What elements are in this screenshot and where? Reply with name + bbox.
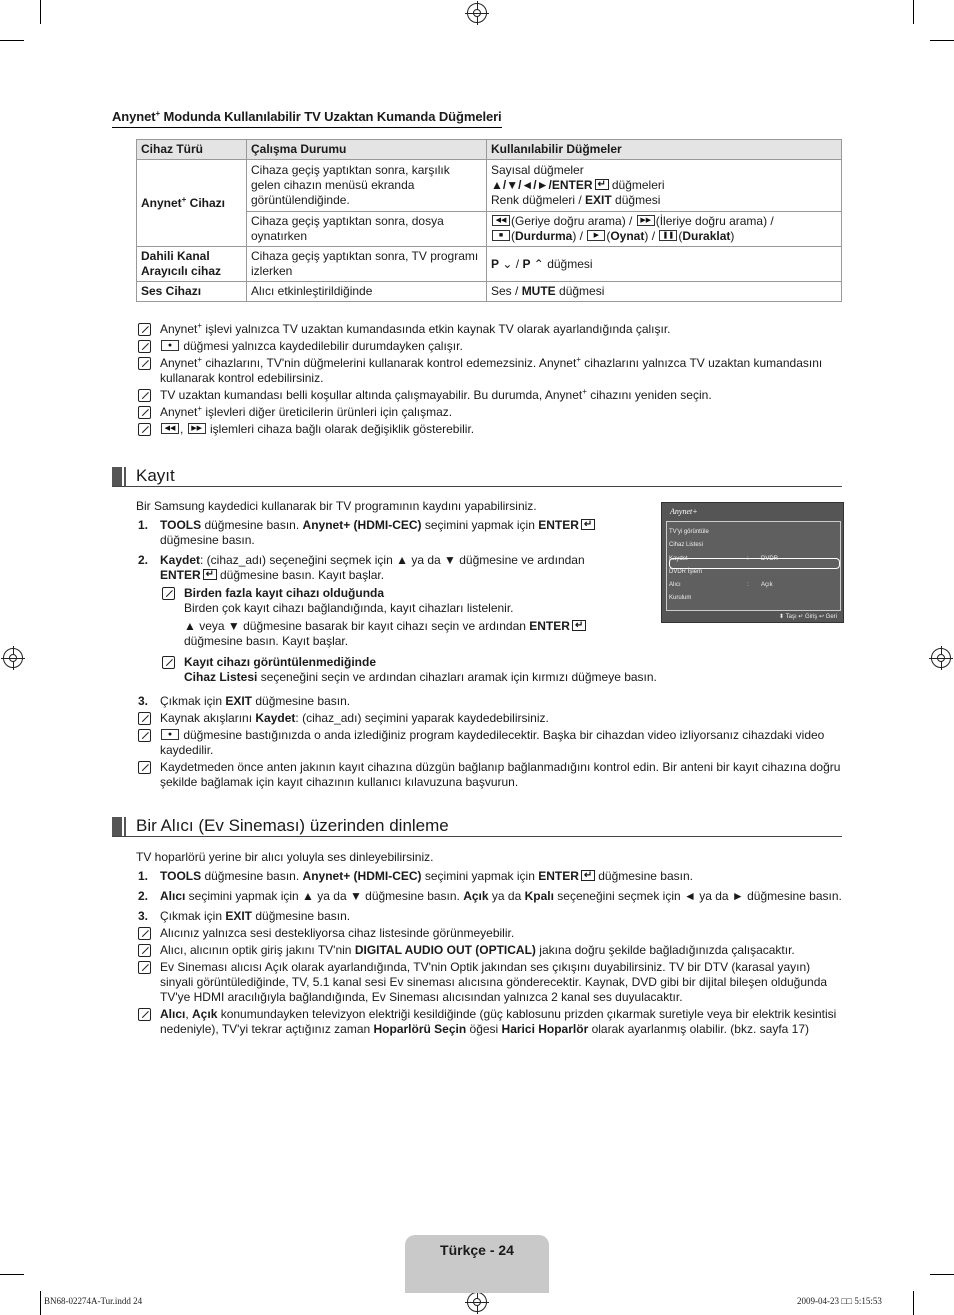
- registration-mark-icon: [931, 648, 951, 668]
- enter-icon: [581, 519, 595, 530]
- note-item: ◀◀ , ▶▶ işlemleri cihaza bağlı olarak değişiklik gösterebilir.: [136, 422, 842, 437]
- receiver-intro: TV hoparlörü yerine bir alıcı yoluyla ses dinleyebilirsiniz.: [136, 850, 434, 864]
- note-item: Alıcınız yalnızca sesi destekliyorsa cihaz listesinde görünmeyebilir.: [136, 926, 842, 941]
- section-heading-receiver: [112, 815, 842, 837]
- note-icon: [138, 961, 151, 974]
- note-icon: [138, 357, 151, 370]
- record-icon: ●: [161, 729, 179, 740]
- device-type-cell: Ses Cihazı: [137, 282, 247, 302]
- enter-icon: [572, 620, 586, 631]
- crop-mark: [913, 0, 914, 24]
- table-header: Kullanılabilir Düğmeler: [487, 140, 842, 160]
- crop-mark: [40, 0, 41, 24]
- note-item: Alıcı, Açık konumundayken televizyon elektriği kesildiğinde (güç kablosunu prizden çıkarmak suretiyle veya bir elektrik kesintisi nedeniyle), TV'yi tekrar açtığınız zaman Hoparlörü Seçin öğesi Harici Hoparlör olarak ayarlanmış olabilir. (bkz. sayfa 17): [136, 1007, 842, 1037]
- note-icon: [138, 323, 151, 336]
- osd-footer: ⬍ Taşı ↵ Giriş ↩ Geri: [779, 614, 837, 620]
- note-item: Anynet+ işlevi yalnızca TV uzaktan kumandasında etkin kaynak TV olarak ayarlandığında çalışır.: [136, 322, 842, 337]
- crop-mark: [913, 1291, 914, 1315]
- note-icon: [138, 406, 151, 419]
- section-title: Kayıt: [136, 466, 175, 485]
- state-cell: Cihaza geçiş yaptıktan sonra, karşılık gelen cihazın menüsü ekranda görüntülendiğinde.: [247, 160, 487, 212]
- osd-menu-item: TV'yi görüntüle: [669, 529, 709, 535]
- osd-menu-item: DVDR İşlem: [669, 569, 703, 575]
- chevron-up-icon: ⌃: [533, 256, 544, 271]
- footer-file-info: BN68-02274A-Tur.indd 24: [44, 1296, 143, 1306]
- footer-timestamp: 2009-04-23 □□ 5:15:53: [797, 1296, 882, 1306]
- step-item: 1. TOOLS düğmesine basın. Anynet+ (HDMI-CEC) seçimini yapmak için ENTER↵ düğmesine basın.: [136, 869, 842, 884]
- state-cell: Alıcı etkinleştirildiğinde: [247, 282, 487, 302]
- sub-note: Kayıt cihazı görüntülenmediğinde Cihaz Listesi seçeneğini seçin ve ardından cihazları aramak için kırmızı düğmeye basın.: [160, 655, 842, 685]
- sub-note-text: ▲ veya ▼ düğmesine basarak bir kayıt cihazı seçin ve ardından ENTER↵ düğmesine basın. Kayıt başlar.: [184, 619, 616, 649]
- note-icon: [138, 1008, 151, 1021]
- buttons-cell: Ses / MUTE düğmesi: [487, 282, 842, 302]
- buttons-cell: P ⌄ / P ⌃ düğmesi: [487, 247, 842, 282]
- buttons-cell: Sayısal düğmeler ▲/▼/◄/►/ENTER↵ düğmeleri Renk düğmeleri / EXIT düğmesi: [487, 160, 842, 212]
- enter-icon: [595, 179, 609, 190]
- rewind-icon: ◀◀: [492, 215, 510, 226]
- table-header: Cihaz Türü: [137, 140, 247, 160]
- table-row: [137, 247, 842, 282]
- section-heading-record: [112, 465, 842, 487]
- note-item: ● düğmesi yalnızca kaydedilebilir durumdayken çalışır.: [136, 339, 842, 354]
- enter-icon: [203, 569, 217, 580]
- note-icon: [138, 423, 151, 436]
- record-subnote-2: [160, 655, 842, 685]
- anynet-menu-screenshot: [661, 502, 844, 623]
- note-item: Kaydetmeden önce anten jakının kayıt cihazına düzgün bağlanıp bağlanmadığını kontrol edin. Bir anteni bir kayıt cihazına doğru şekilde bağlamak için kayıt cihazının kullanıcı kılavuzuna başvurun.: [136, 760, 842, 790]
- note-item: Kaynak akışlarını Kaydet: (cihaz_adı) seçimini yaparak kaydedebilirsiniz.: [136, 711, 842, 726]
- note-icon: [138, 712, 151, 725]
- note-icon: [162, 656, 175, 669]
- note-icon: [138, 927, 151, 940]
- sub-note: Birden fazla kayıt cihazı olduğunda Birden çok kayıt cihazı bağlandığında, kayıt cihazları listelenir.: [160, 586, 616, 616]
- section-title: Bir Alıcı (Ev Sineması) üzerinden dinleme: [136, 816, 449, 835]
- anynet-logo: Anynet+: [670, 507, 698, 516]
- step-item: 2. Alıcı seçimini yapmak için ▲ ya da ▼ düğmesine basın. Açık ya da Kpalı seçeneğini seçmek için ◄ ya da ► düğmesine basın.: [138, 889, 842, 903]
- table-row: [137, 160, 842, 212]
- osd-menu-item: Kaydet : DVDR: [669, 556, 779, 562]
- record-icon: ●: [161, 340, 179, 351]
- fast-forward-icon: ▶▶: [637, 215, 655, 226]
- crop-mark: [40, 1291, 41, 1315]
- table-row: [137, 282, 842, 302]
- registration-mark-icon: [3, 648, 23, 668]
- section-bar-icon: [112, 467, 122, 486]
- osd-menu-item: Alıcı : Açık: [669, 582, 773, 588]
- fast-forward-icon: ▶▶: [188, 423, 206, 434]
- device-type-cell: Anynet+ Cihazı: [137, 160, 247, 247]
- crop-mark: [0, 1274, 24, 1275]
- record-step3: [136, 694, 842, 792]
- device-type-cell: Dahili Kanal Arayıcılı cihaz: [137, 247, 247, 282]
- stop-icon: ■: [492, 230, 510, 241]
- osd-menu-item: Cihaz Listesi: [669, 542, 704, 548]
- table-header: Çalışma Durumu: [247, 140, 487, 160]
- buttons-cell: ◀◀ (Geriye doğru arama) / ▶▶ (İleriye doğru arama) / ■ (Durdurma) / ▶ (Oynat) / ❚❚ (Duraklat): [487, 212, 842, 247]
- record-intro: Bir Samsung kaydedici kullanarak bir TV programının kaydını yapabilirsiniz.: [136, 499, 537, 513]
- step-item: 3. Çıkmak için EXIT düğmesine basın.: [138, 694, 351, 708]
- buttons-table: [136, 139, 842, 302]
- pause-icon: ❚❚: [659, 230, 677, 241]
- crop-mark: [0, 40, 24, 41]
- note-item: ● düğmesine bastığınızda o anda izlediğiniz program kaydedilecektir. Başka bir cihazdan video izliyorsanız cihazdaki video kaydedilir.: [136, 728, 842, 758]
- rewind-icon: ◀◀: [161, 423, 179, 434]
- note-item: Ev Sineması alıcısı Açık olarak ayarlandığında, TV'nin Optik jakından ses çıkışını duyabilirsiniz. TV bir DTV (karasal yayın) sinyali görüntülediğinde, TV, 5.1 kanal sesi Ev sineması alıcısına gönderecektir. Kaynak, DVD gibi bir dijital bileşen olduğunda TV'ye HDMI aracılığıyla bağlandığında, Ev Sineması alıcısından yalnızca 2 kanal ses duyulacaktır.: [136, 960, 842, 1005]
- registration-mark-icon: [467, 3, 487, 23]
- state-cell: Cihaza geçiş yaptıktan sonra, TV programı izlerken: [247, 247, 487, 282]
- note-icon: [138, 729, 151, 742]
- receiver-steps: [136, 869, 842, 1039]
- step-item: 1. TOOLS düğmesine basın. Anynet+ (HDMI-CEC) seçimini yapmak için ENTER↵ düğmesine basın.: [136, 518, 616, 548]
- subsection-title: Anynet+ Modunda Kullanılabilir TV Uzaktan Kumanda Düğmeleri: [112, 108, 502, 128]
- registration-mark-icon: [467, 1292, 487, 1312]
- note-icon: [138, 389, 151, 402]
- osd-menu: [666, 521, 841, 611]
- note-icon: [162, 587, 175, 600]
- note-item: Anynet+ işlevleri diğer üreticilerin ürünleri için çalışmaz.: [136, 405, 842, 420]
- note-item: TV uzaktan kumandası belli koşullar altında çalışmayabilir. Bu durumda, Anynet+ cihazını yeniden seçin.: [136, 388, 842, 403]
- play-icon: ▶: [587, 230, 605, 241]
- osd-menu-item: Kurulum: [669, 595, 692, 601]
- page-label: Türkçe - 24: [440, 1242, 514, 1258]
- table-header-row: [137, 140, 842, 160]
- crop-mark: [930, 40, 954, 41]
- crop-mark: [930, 1274, 954, 1275]
- note-icon: [138, 761, 151, 774]
- chevron-down-icon: ⌄: [502, 256, 513, 271]
- note-icon: [138, 340, 151, 353]
- step-item: 3. Çıkmak için EXIT düğmesine basın.: [138, 909, 351, 923]
- enter-icon: [581, 870, 595, 881]
- note-item: Alıcı, alıcının optik giriş jakını TV'nin DIGITAL AUDIO OUT (OPTICAL) jakına doğru şekilde bağladığınızda çalışacaktır.: [136, 943, 842, 958]
- record-steps: [136, 518, 616, 649]
- notes-list: [136, 322, 842, 439]
- note-item: Anynet+ cihazlarını, TV'nin düğmelerini kullanarak kontrol edemezsiniz. Anynet+ cihazlarını yalnızca TV uzaktan kumandasını kullanarak kontrol edebilirsiniz.: [136, 356, 842, 386]
- state-cell: Cihaza geçiş yaptıktan sonra, dosya oynatırken: [247, 212, 487, 247]
- note-icon: [138, 944, 151, 957]
- step-item: 2. Kaydet: (cihaz_adı) seçeneğini seçmek için ▲ ya da ▼ düğmesine ve ardından ENTER↵ düğmesine basın. Kayıt başlar.: [136, 553, 616, 583]
- section-bar-icon: [112, 817, 122, 836]
- page-number-tab: [405, 1235, 549, 1293]
